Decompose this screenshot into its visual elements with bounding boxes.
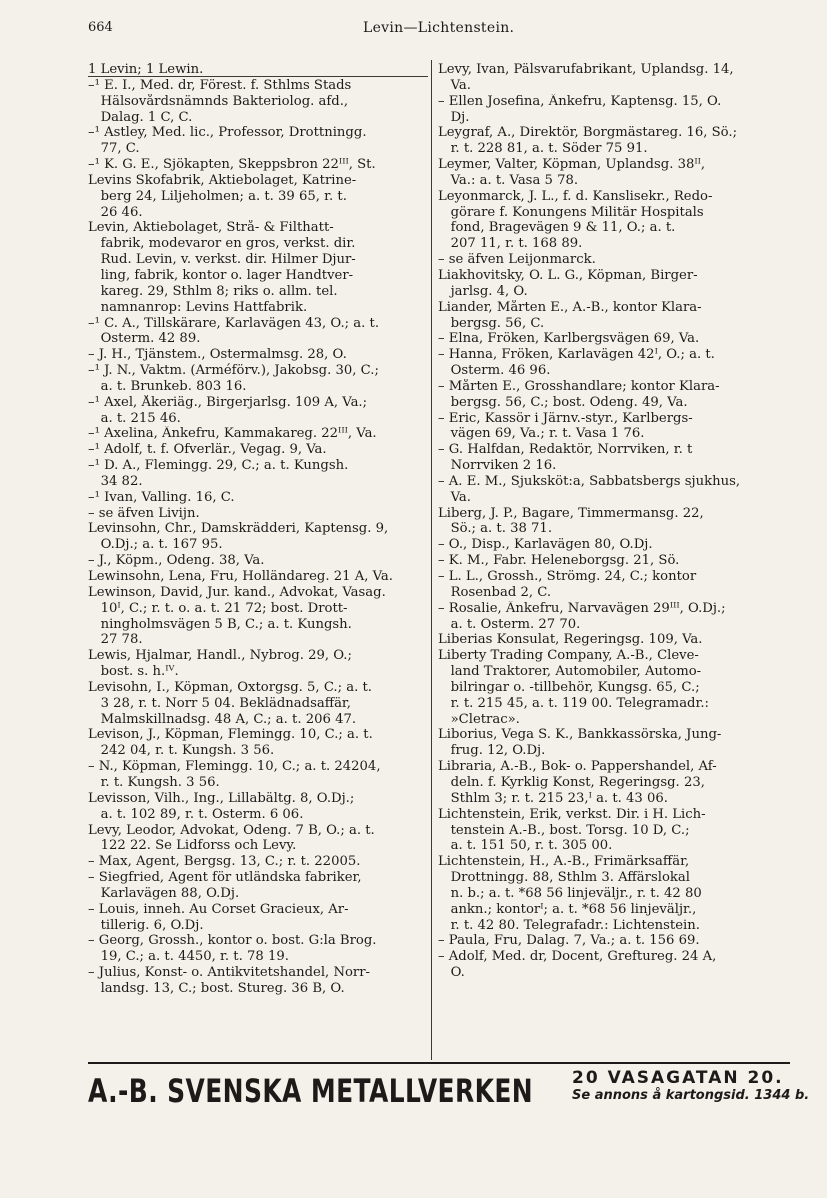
directory-line: Österm. 42 89. <box>88 331 201 347</box>
directory-line: –¹ E. I., Med. dr, Förest. f. Sthlms Stads <box>88 77 352 93</box>
directory-line: – Mårten E., Grosshandlare; kontor Klara- <box>438 378 720 394</box>
directory-line: –¹ Axelina, Änkefru, Kammakareg. 22ᴵᴵᴵ, Va. <box>88 426 377 442</box>
directory-line: Karlavägen 88, Ö.Dj. <box>88 885 240 901</box>
directory-line: – J. H., Tjänstem., Östermalmsg. 28, Ö. <box>88 347 347 363</box>
directory-line: Liberias Konsulat, Regeringsg. 109, Va. <box>438 632 703 648</box>
directory-line: – L. L., Grossh., Strömg. 24, C.; kontor <box>438 569 697 584</box>
directory-line: a. t. 151 50, r. t. 305 00. <box>438 838 613 854</box>
directory-line: ling, fabrik, kontor o. lager Handtver- <box>88 267 354 283</box>
directory-line: r. t. 215 45, a. t. 119 00. Telegramadr.: <box>438 695 709 711</box>
directory-line: a. t. 102 89, r. t. Österm. 6 06. <box>88 806 304 822</box>
directory-line: Liborius, Vega S. K., Bankkassörska, Jung- <box>438 727 722 743</box>
directory-line: Lewinson, David, Jur. kand., Advokat, Vasag. <box>88 584 386 600</box>
directory-line: bergsg. 56, C.; bost. Odeng. 49, Va. <box>438 394 688 410</box>
directory-line: – Hanna, Fröken, Karlavägen 42ᴵ, Ö.; a. t. <box>438 347 715 363</box>
directory-line: – Siegfried, Agent för utländska fabriker, <box>88 870 362 886</box>
directory-line: –¹ Axel, Åkeriäg., Birgerjarlsg. 109 A, Va.; <box>88 394 368 410</box>
directory-line: Levisohn, I., Köpman, Oxtorgsg. 5, C.; a. t. <box>88 679 373 695</box>
directory-line: Va. <box>438 489 471 505</box>
directory-line: görare f. Konungens Militär Hospitals <box>438 204 704 220</box>
directory-line: –¹ D. A., Flemingg. 29, C.; a. t. Kungsh. <box>88 458 349 474</box>
directory-line: a. t. Brunkeb. 803 16. <box>88 378 247 394</box>
directory-line: Lewis, Hjalmar, Handl., Nybrog. 29, Ö.; <box>88 648 352 664</box>
directory-line: Va.: a. t. Vasa 5 78. <box>438 172 579 188</box>
directory-line: Dj. <box>438 109 470 125</box>
advertiser-note: Se annons å kartongsid. 1344 b. <box>572 1088 810 1103</box>
directory-line: – G. Halfdan, Redaktör, Norrviken, r. t <box>438 442 693 458</box>
directory-line: Liberg, J. P., Bagare, Timmermansg. 22, <box>438 505 704 521</box>
directory-line: Lichtenstein, H., A.-B., Frimärksaffär, <box>438 854 690 870</box>
directory-line: Leymer, Valter, Köpman, Uplandsg. 38ᴵᴵ, <box>438 157 706 173</box>
directory-line: r. t. Kungsh. 3 56. <box>88 774 220 790</box>
directory-line: Norrviken 2 16. <box>438 458 557 474</box>
directory-line: Levinsohn, Chr., Damskrädderi, Kaptensg. 9, <box>88 521 389 537</box>
directory-line: –¹ Ivan, Valling. 16, C. <box>88 489 235 505</box>
directory-line: –¹ J. N., Vaktm. (Arméförv.), Jakobsg. 30, C.; <box>88 363 379 379</box>
directory-line: bilringar o. -tillbehör, Kungsg. 65, C.; <box>438 679 700 695</box>
directory-line: a. t. 215 46. <box>88 410 181 426</box>
directory-line: – Eric, Kassör i Järnv.-styr., Karlbergs- <box>438 410 693 426</box>
directory-line: bergsg. 56, C. <box>438 315 545 331</box>
directory-line: deln. f. Kyrklig Konst, Regeringsg. 23, <box>438 774 705 790</box>
directory-line: r. t. 228 81, a. t. Söder 75 91. <box>438 141 648 157</box>
directory-line: frug. 12, Ö.Dj. <box>438 743 546 759</box>
directory-line: Ö.Dj.; a. t. 167 95. <box>88 537 223 553</box>
directory-line: Malmskillnadsg. 48 A, C.; a. t. 206 47. <box>88 711 357 727</box>
directory-line: Levison, J., Köpman, Flemingg. 10, C.; a. t. <box>88 727 373 743</box>
page-header <box>88 20 788 40</box>
directory-line: vägen 69, Va.; r. t. Vasa 1 76. <box>438 426 645 442</box>
directory-line: – Georg, Grossh., kontor o. bost. G:la Brog. <box>88 933 377 949</box>
directory-line: Rosenbad 2, C. <box>438 584 552 600</box>
left-column <box>88 62 428 997</box>
directory-line: 122 22. Se Lidforss och Levy. <box>88 838 297 854</box>
directory-line: a. t. Österm. 27 70. <box>438 616 581 632</box>
directory-line: Ö. <box>438 965 465 981</box>
directory-line: – A. E. M., Sjuksköt:a, Sabbatsbergs sjukhus, <box>438 473 741 489</box>
directory-line: berg 24, Liljeholmen; a. t. 39 65, r. t. <box>88 188 347 204</box>
directory-line: Drottningg. 88, Sthlm 3. Affärslokal <box>438 870 690 886</box>
directory-line: – se äfven Leijonmarck. <box>438 252 596 268</box>
directory-line: jarlsg. 4, Ö. <box>438 283 528 299</box>
directory-line: Rud. Levin, v. verkst. dir. Hilmer Djur- <box>88 252 356 268</box>
directory-line: – Louis, inneh. Au Corset Gracieux, Ar- <box>88 901 349 917</box>
directory-line: 3 28, r. t. Norr 5 04. Beklädnadsaffär, <box>88 695 351 711</box>
directory-line: kareg. 29, Sthlm 8; riks o. allm. tel. <box>88 283 338 299</box>
directory-line: fabrik, modevaror en gros, verkst. dir. <box>88 236 356 252</box>
page-number: 664 <box>88 20 113 35</box>
directory-line: land Traktorer, Automobiler, Automo- <box>438 664 702 680</box>
directory-line: – J., Köpm., Odeng. 38, Va. <box>88 553 265 569</box>
directory-line: Österm. 46 96. <box>438 363 551 379</box>
directory-line: – se äfven Livijn. <box>88 505 200 521</box>
directory-line: Lewinsohn, Lena, Fru, Holländareg. 21 A, Va. <box>88 569 393 584</box>
directory-line: tillerig. 6, Ö.Dj. <box>88 917 204 933</box>
directory-line: Libraria, A.-B., Bok- o. Pappershandel, Af- <box>438 759 717 775</box>
directory-line: – Adolf, Med. dr, Docent, Greftureg. 24 A, <box>438 949 717 965</box>
directory-line: namnanrop: Levins Hattfabrik. <box>88 299 308 315</box>
directory-line: 26 46. <box>88 204 143 220</box>
directory-line: – Max, Agent, Bergsg. 13, C.; r. t. 22005. <box>88 854 361 870</box>
directory-line: 77, C. <box>88 141 140 157</box>
directory-line: Liberty Trading Company, A.-B., Cleve- <box>438 648 699 664</box>
advertiser-address: 20 VASAGATAN 20. <box>572 1068 784 1088</box>
directory-line: –¹ K. G. E., Sjökapten, Skeppsbron 22ᴵᴵᴵ, St. <box>88 157 376 173</box>
directory-line: bost. s. h.ᴵⱽ. <box>88 664 179 680</box>
directory-line: Levin, Aktiebolaget, Strå- & Filthatt- <box>88 220 334 236</box>
directory-line: Sthlm 3; r. t. 215 23,ᴵ a. t. 43 06. <box>438 790 668 806</box>
directory-line: Dalag. 1 C, C. <box>88 109 193 125</box>
directory-line: r. t. 42 80. Telegrafadr.: Lichtenstein. <box>438 917 700 933</box>
directory-line: 10ᴵ, C.; r. t. o. a. t. 21 72; bost. Drott- <box>88 600 348 616</box>
directory-line: 34 82. <box>88 473 143 489</box>
directory-line: – Ellen Josefina, Änkefru, Kaptensg. 15, Ö. <box>438 93 722 109</box>
directory-line: – Rosalie, Änkefru, Narvavägen 29ᴵᴵᴵ, Ö.Dj.; <box>438 600 726 616</box>
directory-line: –¹ Adolf, t. f. Öfverlär., Vegag. 9, Va. <box>88 442 327 458</box>
directory-line: Leyonmarck, J. L., f. d. Kanslisekr., Redo- <box>438 188 713 204</box>
directory-line: –¹ Astley, Med. lic., Professor, Drottningg. <box>88 125 367 141</box>
directory-line: 207 11, r. t. 168 89. <box>438 236 583 252</box>
directory-line: Va. <box>438 77 471 93</box>
directory-line: – Elna, Fröken, Karlbergsvägen 69, Va. <box>438 331 700 347</box>
advertiser-name: A.-B. SVENSKA METALLVERKEN <box>88 1072 534 1110</box>
directory-line: – Julius, Konst- o. Antikvitetshandel, Norr- <box>88 965 370 981</box>
directory-line: Lichtenstein, Erik, verkst. Dir. i H. Lich- <box>438 806 706 822</box>
directory-line: »Cletrac». <box>438 711 520 727</box>
directory-line: ankn.; kontorᴵ; a. t. *68 56 linjeväljr., <box>438 901 697 917</box>
directory-line: Liakhovitsky, O. L. G., Köpman, Birger- <box>438 267 698 283</box>
right-column <box>438 62 790 981</box>
directory-line: Sö.; a. t. 38 71. <box>438 521 553 537</box>
directory-line: Levisson, Vilh., Ing., Lillabältg. 8, Ö.Dj.; <box>88 790 355 806</box>
directory-line: – K. M., Fabr. Heleneborgsg. 21, Sö. <box>438 553 680 569</box>
directory-line: Liander, Mårten E., A.-B., kontor Klara- <box>438 299 702 315</box>
directory-line: Leygraf, A., Direktör, Borgmästareg. 16, Sö.; <box>438 125 738 141</box>
running-head: Levin—Lichtenstein. <box>363 20 515 36</box>
directory-line: 242 04, r. t. Kungsh. 3 56. <box>88 743 275 759</box>
directory-line: – N., Köpman, Flemingg. 10, C.; a. t. 24204, <box>88 759 381 775</box>
advertisement-banner <box>88 1062 810 1116</box>
directory-line: – O., Disp., Karlavägen 80, Ö.Dj. <box>438 537 653 553</box>
directory-line: Levins Skofabrik, Aktiebolaget, Katrine- <box>88 172 357 188</box>
directory-line: Levy, Leodor, Advokat, Odeng. 7 B, Ö.; a. t. <box>88 822 375 838</box>
directory-line: 1 Levin; 1 Lewin. <box>88 62 204 77</box>
directory-line: n. b.; a. t. *68 56 linjeväljr., r. t. 42 80 <box>438 885 702 901</box>
directory-line: tenstein A.-B., bost. Torsg. 10 D, C.; <box>438 822 690 838</box>
directory-line: fond, Bragevägen 9 & 11, Ö.; a. t. <box>438 220 676 236</box>
directory-line: 27 78. <box>88 632 143 648</box>
directory-line: landsg. 13, C.; bost. Stureg. 36 B, Ö. <box>88 980 345 996</box>
directory-line: –¹ C. A., Tillskärare, Karlavägen 43, Ö.; a. t. <box>88 315 380 331</box>
column-divider <box>431 60 432 1060</box>
directory-line: 19, C.; a. t. 4450, r. t. 78 19. <box>88 949 289 965</box>
directory-line: Hälsovårdsnämnds Bakteriolog. afd., <box>88 93 349 109</box>
directory-line: – Paula, Fru, Dalag. 7, Va.; a. t. 156 69. <box>438 933 700 949</box>
directory-line: ningholmsvägen 5 B, C.; a. t. Kungsh. <box>88 616 352 632</box>
directory-line: Levy, Ivan, Pälsvarufabrikant, Uplandsg. 14, <box>438 62 734 77</box>
